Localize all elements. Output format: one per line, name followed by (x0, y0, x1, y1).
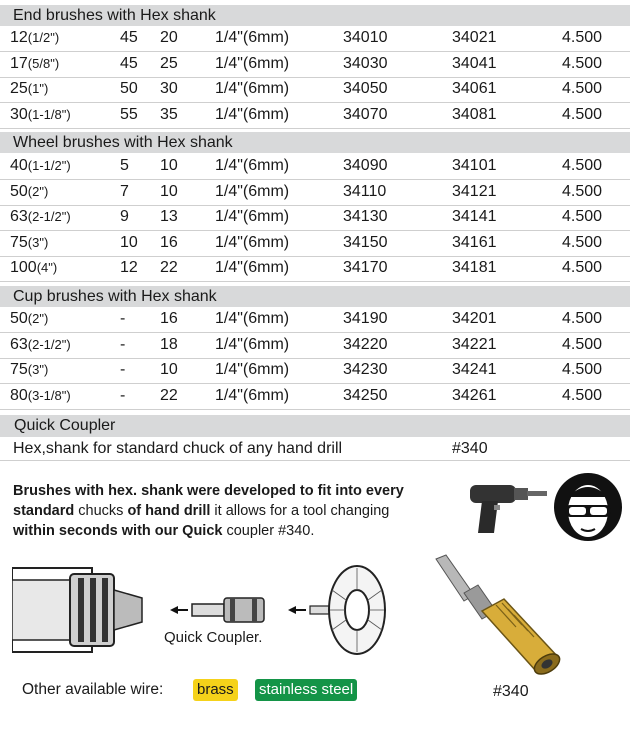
cell-a: 5 (120, 157, 129, 174)
cell-code2: 34101 (452, 157, 497, 174)
cell-size (10, 80, 48, 98)
cell-code2: 34241 (452, 361, 497, 378)
cell-size-mm: 40 (10, 157, 28, 174)
table-row (0, 154, 630, 180)
cell-shank: 1/4"(6mm) (215, 54, 290, 72)
cell-code1: 34010 (343, 29, 388, 46)
cell-b: 25 (160, 54, 178, 72)
para-line1: Brushes with hex. shank were developed to fit into every (13, 483, 404, 499)
cell-b: 18 (160, 335, 178, 353)
cell-a: 50 (120, 80, 138, 97)
cell-shank: 1/4"(6mm) (215, 105, 290, 123)
cell-size (10, 259, 57, 277)
cell-b: 22 (160, 386, 178, 404)
cell-a: 10 (120, 233, 138, 251)
cell-b: 16 (160, 233, 178, 251)
para-line2b: chucks (74, 503, 128, 519)
cell-a: 7 (120, 182, 129, 200)
cell-size-mm: 75 (10, 233, 28, 251)
cell-code1: 34220 (343, 335, 388, 353)
cell-code2: 34261 (452, 386, 497, 404)
para-line3b: coupler #340. (222, 523, 315, 539)
cell-size-inch: (2") (27, 183, 49, 199)
cell-size (10, 106, 71, 124)
cell-size-inch: (1/2") (27, 30, 60, 45)
cell-code2: 34081 (452, 105, 497, 123)
cell-size-inch: (2-1/2") (27, 209, 71, 224)
cell-size (10, 183, 48, 201)
cell-b: 13 (160, 208, 178, 225)
quick-coupler-product-image (418, 553, 588, 683)
section-header: Wheel brushes with Hex shank (0, 132, 630, 153)
cell-price: 4.500 (562, 105, 603, 123)
cell-a: - (120, 310, 126, 327)
cell-shank: 1/4"(6mm) (215, 335, 290, 353)
cell-code1: 34150 (343, 233, 388, 251)
cell-size-mm: 50 (10, 310, 28, 327)
cell-b: 10 (160, 157, 178, 174)
cell-price: 4.500 (562, 182, 603, 200)
cell-size-inch: (1-1/8") (27, 106, 71, 122)
cell-a: - (120, 386, 126, 404)
cell-price: 4.500 (562, 310, 603, 327)
cell-code1: 34170 (343, 259, 388, 276)
cell-size-mm: 17 (10, 54, 28, 72)
cell-size (10, 387, 71, 405)
cell-code1: 34110 (343, 182, 387, 200)
other-wire-label: Other available wire: (22, 681, 164, 698)
table-row (0, 205, 630, 231)
cell-price: 4.500 (562, 386, 603, 404)
cell-code1: 34070 (343, 105, 388, 123)
part-number-label: #340 (493, 683, 529, 700)
para-line2a: standard (13, 503, 75, 519)
cell-size-mm: 50 (10, 182, 28, 200)
cell-price: 4.500 (562, 208, 603, 225)
cell-size (10, 361, 48, 379)
table-row (0, 358, 630, 384)
cell-price: 4.500 (562, 29, 603, 46)
cell-size-mm: 12 (10, 29, 28, 46)
cell-price: 4.500 (562, 233, 603, 251)
cell-size-mm: 80 (10, 386, 28, 404)
table-row (0, 26, 630, 52)
drill-chuck-illustration (12, 560, 392, 670)
cell-code1: 34190 (343, 310, 388, 327)
cell-code1: 34090 (343, 157, 388, 174)
cell-shank: 1/4"(6mm) (215, 157, 290, 174)
cell-size (10, 336, 71, 354)
cell-size-inch: (3-1/8") (27, 387, 71, 403)
cell-size (10, 157, 71, 175)
para-line3a: within seconds with our Quick (13, 523, 223, 539)
table-row (0, 307, 630, 333)
section-header-quick-coupler: Quick Coupler (0, 415, 630, 437)
brass-wire-tag: brass (193, 679, 238, 701)
cell-b: 30 (160, 80, 178, 97)
cell-b: 16 (160, 310, 178, 327)
cell-a: 55 (120, 105, 138, 123)
cell-size-mm: 63 (10, 335, 28, 353)
quick-coupler-description: Hex,shank for standard chuck of any hand drill (13, 440, 343, 457)
quick-coupler-row (0, 437, 630, 461)
cell-b: 10 (160, 182, 178, 200)
safety-goggles-icon (553, 471, 623, 543)
cell-price: 4.500 (562, 54, 603, 72)
cell-shank: 1/4"(6mm) (215, 361, 290, 378)
cell-size (10, 208, 71, 226)
cell-price: 4.500 (562, 80, 603, 97)
table-row (0, 384, 630, 410)
cell-size-inch: (3") (27, 362, 49, 377)
cell-price: 4.500 (562, 157, 603, 174)
cell-code2: 34161 (452, 233, 497, 251)
cell-b: 10 (160, 361, 178, 378)
cell-size-mm: 75 (10, 361, 28, 378)
cell-code2: 34061 (452, 80, 497, 97)
stainless-steel-wire-tag: stainless steel (255, 679, 357, 701)
cell-code2: 34141 (452, 208, 497, 225)
cell-shank: 1/4"(6mm) (215, 80, 290, 97)
cell-size (10, 29, 59, 47)
cell-code1: 34130 (343, 208, 388, 225)
table-row (0, 231, 630, 257)
cell-shank: 1/4"(6mm) (215, 29, 290, 46)
cell-b: 20 (160, 29, 178, 46)
cell-a: 9 (120, 208, 129, 225)
cell-code2: 34121 (452, 182, 497, 200)
cell-code1: 34230 (343, 361, 388, 378)
description-paragraph (13, 481, 463, 541)
cell-price: 4.500 (562, 259, 603, 276)
cell-shank: 1/4"(6mm) (215, 208, 290, 225)
quick-coupler-code: #340 (452, 440, 488, 457)
cell-price: 4.500 (562, 361, 603, 378)
cell-code2: 34181 (452, 259, 497, 276)
cell-size-mm: 25 (10, 80, 28, 97)
cell-b: 35 (160, 105, 178, 123)
drill-icon (464, 477, 550, 537)
cell-size-inch: (5/8") (27, 55, 60, 71)
cell-code1: 34030 (343, 54, 388, 72)
cell-size-inch: (4") (36, 260, 58, 275)
cell-size-inch: (2-1/2") (27, 336, 71, 352)
para-line2c: of hand drill (127, 503, 211, 519)
table-row (0, 77, 630, 103)
cell-a: 12 (120, 259, 138, 276)
para-line2d: it allows for a tool changing (210, 503, 390, 519)
cell-a: - (120, 335, 126, 353)
cell-shank: 1/4"(6mm) (215, 310, 290, 327)
cell-size (10, 55, 59, 73)
table-row (0, 52, 630, 78)
coupler-caption: Quick Coupler. (164, 629, 263, 646)
cell-shank: 1/4"(6mm) (215, 233, 290, 251)
cell-size (10, 234, 48, 252)
section-header: End brushes with Hex shank (0, 5, 630, 26)
cell-size-mm: 100 (10, 259, 37, 276)
cell-b: 22 (160, 259, 178, 276)
cell-size (10, 310, 48, 328)
cell-size-mm: 63 (10, 208, 28, 225)
cell-shank: 1/4"(6mm) (215, 182, 290, 200)
cell-a: 45 (120, 29, 138, 46)
table-row (0, 180, 630, 206)
table-row (0, 333, 630, 359)
cell-code2: 34201 (452, 310, 497, 327)
cell-a: - (120, 361, 126, 378)
cell-size-inch: (1") (27, 81, 49, 96)
cell-size-inch: (2") (27, 311, 49, 326)
cell-code1: 34250 (343, 386, 388, 404)
section-header: Cup brushes with Hex shank (0, 286, 630, 307)
cell-size-inch: (1-1/2") (27, 158, 71, 173)
cell-code1: 34050 (343, 80, 388, 97)
cell-code2: 34041 (452, 54, 497, 72)
cell-size-inch: (3") (27, 234, 49, 250)
table-row (0, 103, 630, 129)
cell-code2: 34221 (452, 335, 497, 353)
cell-shank: 1/4"(6mm) (215, 259, 290, 276)
cell-price: 4.500 (562, 335, 603, 353)
cell-shank: 1/4"(6mm) (215, 386, 290, 404)
cell-a: 45 (120, 54, 138, 72)
cell-size-mm: 30 (10, 105, 28, 123)
cell-code2: 34021 (452, 29, 497, 46)
table-row (0, 256, 630, 282)
